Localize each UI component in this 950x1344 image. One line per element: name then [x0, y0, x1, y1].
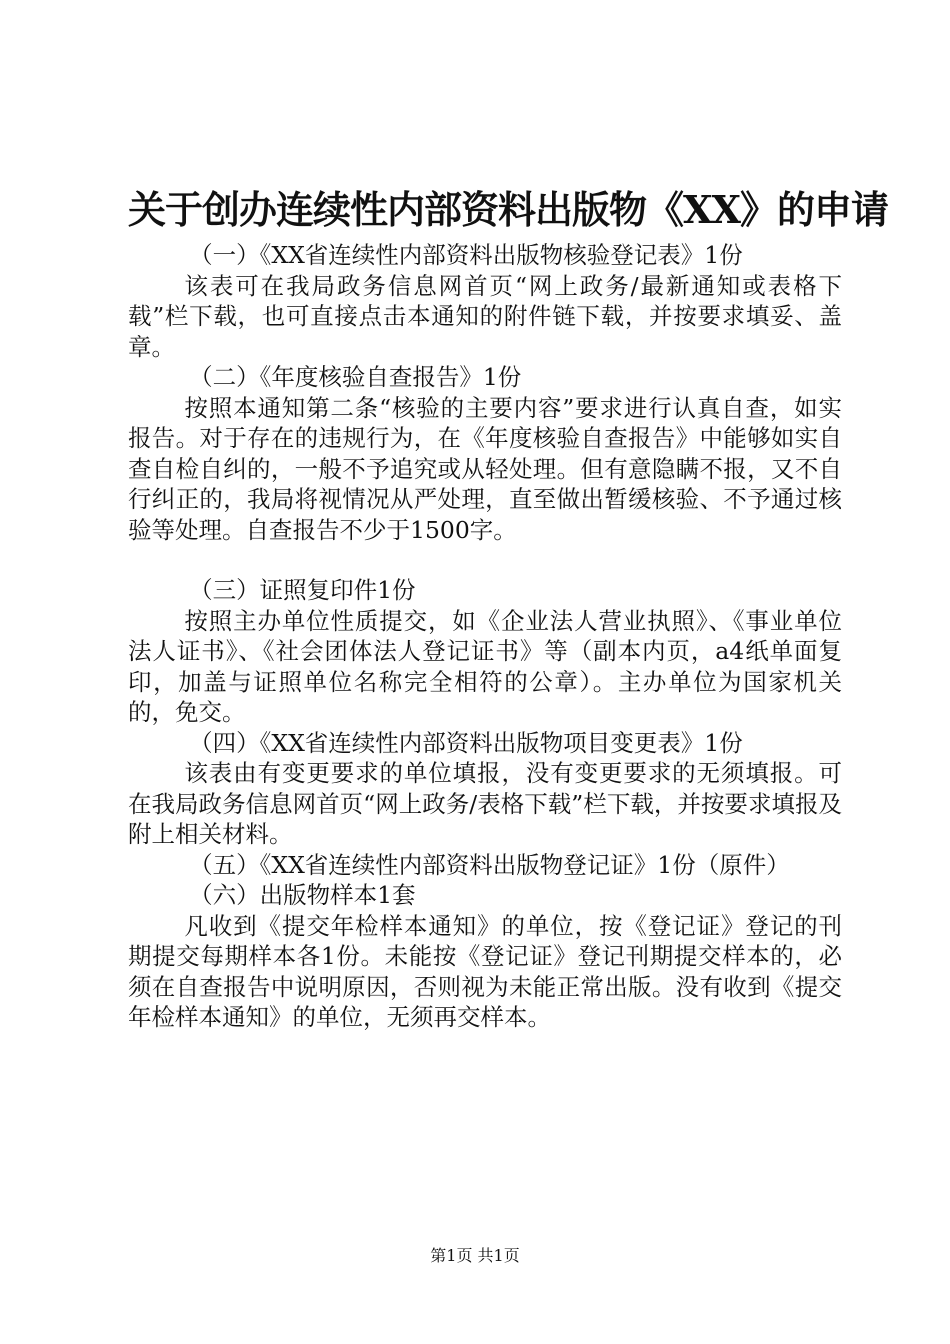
paragraph-3: 按照主办单位性质提交，如《企业法人营业执照》、《事业单位法人证书》、《社会团体法人登记证书》等（副本内页，a4纸单面复印，加盖与证照单位名称完全相符的公章）。主办单位为国家机关的，免交。: [128, 606, 842, 726]
section-heading-4: （四）《XX省连续性内部资料出版物项目变更表》1份: [189, 728, 743, 757]
paragraph-2: 按照本通知第二条“核验的主要内容”要求进行认真自查，如实报告。对于存在的违规行为，在《年度核验自查报告》中能够如实自查自检自纠的，一般不予追究或从轻处理。但有意隐瞒不报，又不自行纠正的，我局将视情况从严处理，直至做出暂缓核验、不予通过核验等处理。自查报告不少于1500字。: [128, 393, 842, 544]
page-footer: 第1页 共1页: [430, 1246, 520, 1265]
section-heading-5: （五）《XX省连续性内部资料出版物登记证》1份（原件）: [189, 850, 790, 879]
section-heading-3: （三）证照复印件1份: [189, 576, 416, 604]
paragraph-1: 该表可在我局政务信息网首页“网上政务/最新通知或表格下载”栏下载，也可直接点击本通知的附件链下载，并按要求填妥、盖章。: [128, 271, 842, 361]
paragraph-4: 该表由有变更要求的单位填报，没有变更要求的无须填报。可在我局政务信息网首页“网上政务/表格下载”栏下载，并按要求填报及附上相关材料。: [128, 759, 842, 848]
document-title: 关于创办连续性内部资料出版物《XX》的申请: [128, 187, 888, 232]
section-heading-6: （六）出版物样本1套: [189, 881, 416, 909]
section-heading-1: （一）《XX省连续性内部资料出版物核验登记表》1份: [189, 241, 743, 269]
document-body: [128, 240, 842, 1033]
paragraph-6: 凡收到《提交年检样本通知》的单位，按《登记证》登记的刊期提交每期样本各1份。未能按《登记证》登记刊期提交样本的，必须在自查报告中说明原因，否则视为未能正常出版。没有收到《提交年检样本通知》的单位，无须再交样本。: [128, 911, 842, 1031]
paragraph-spacer: [128, 545, 842, 575]
section-heading-2: （二）《年度核验自查报告》1份: [189, 363, 522, 391]
